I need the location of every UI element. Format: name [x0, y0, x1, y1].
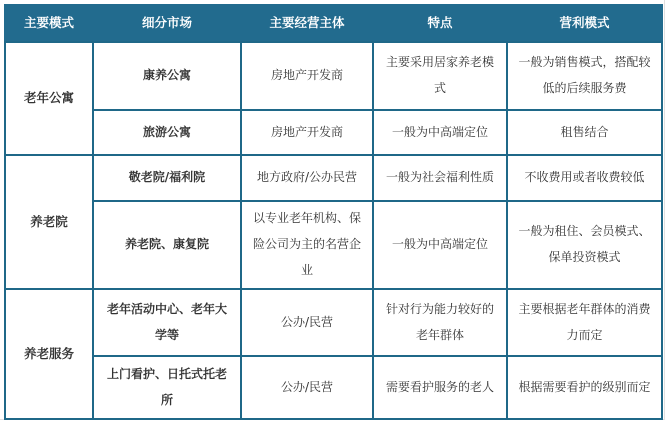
table-row	[5, 110, 662, 155]
feature-cell: 需要看护服务的老人	[373, 356, 507, 419]
header-row	[5, 5, 662, 42]
segment-cell: 老年活动中心、老年大学等	[93, 289, 241, 356]
operator-cell: 公办/民营	[241, 356, 373, 419]
segment-cell: 敬老院/福利院	[93, 155, 241, 201]
table-row	[5, 201, 662, 289]
mode-cell-nursing-home: 养老院	[5, 155, 93, 289]
header-cell-feature: 特点	[373, 5, 507, 42]
header-cell-mode: 主要模式	[5, 5, 93, 42]
operator-cell: 房地产开发商	[241, 110, 373, 155]
feature-cell: 针对行为能力较好的老年群体	[373, 289, 507, 356]
segment-cell: 康养公寓	[93, 42, 241, 110]
profit-cell: 不收费用或者收费较低	[507, 155, 662, 201]
table-row	[5, 356, 662, 419]
header-cell-profit: 营利模式	[507, 5, 662, 42]
mode-cell-services: 养老服务	[5, 289, 93, 419]
table-row	[5, 42, 662, 110]
operator-cell: 以专业老年机构、保险公司为主的名营企业	[241, 201, 373, 289]
profit-cell: 根据需要看护的级别而定	[507, 356, 662, 419]
feature-cell: 一般为中高端定位	[373, 201, 507, 289]
table-row	[5, 289, 662, 356]
feature-cell: 一般为社会福利性质	[373, 155, 507, 201]
mode-cell-apartment: 老年公寓	[5, 42, 93, 155]
operator-cell: 公办/民营	[241, 289, 373, 356]
elderly-care-segment-table	[4, 4, 663, 420]
profit-cell: 一般为租住、会员模式、保单投资模式	[507, 201, 662, 289]
feature-cell: 主要采用居家养老模式	[373, 42, 507, 110]
operator-cell: 房地产开发商	[241, 42, 373, 110]
segment-cell: 旅游公寓	[93, 110, 241, 155]
table-row	[5, 155, 662, 201]
header-cell-segment: 细分市场	[93, 5, 241, 42]
segment-cell: 上门看护、日托式托老所	[93, 356, 241, 419]
segment-cell: 养老院、康复院	[93, 201, 241, 289]
feature-cell: 一般为中高端定位	[373, 110, 507, 155]
profit-cell: 租售结合	[507, 110, 662, 155]
profit-cell: 一般为销售模式，搭配较低的后续服务费	[507, 42, 662, 110]
profit-cell: 主要根据老年群体的消费力而定	[507, 289, 662, 356]
header-cell-operator: 主要经营主体	[241, 5, 373, 42]
operator-cell: 地方政府/公办民营	[241, 155, 373, 201]
